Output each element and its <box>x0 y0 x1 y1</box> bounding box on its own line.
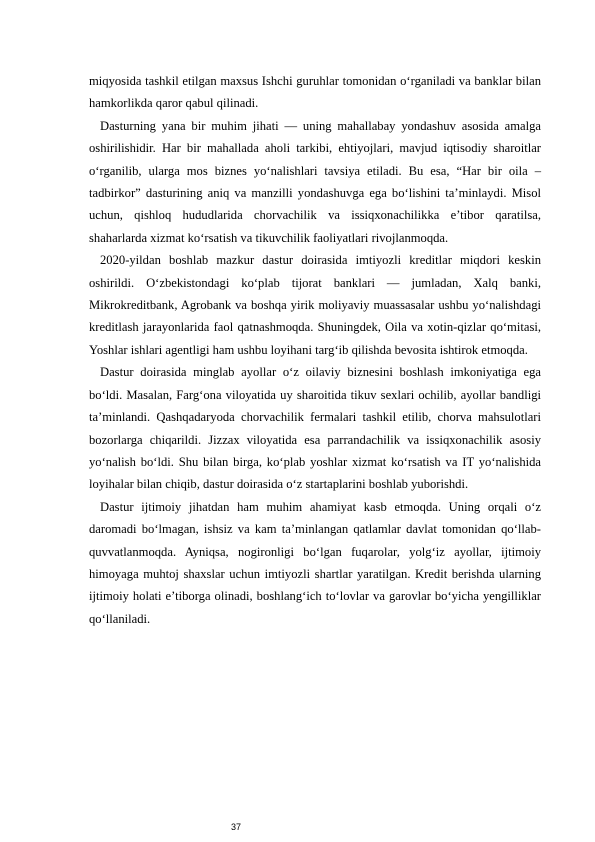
paragraph-credits-2020: 2020-yildan boshlab mazkur dastur doirasida imtiyozli kreditlar miqdori keskin oshirildi. O‘zbekistondagi ko‘plab tijorat banklari — jumladan, Xalq banki, Mikrokreditbank, Agrobank va boshqa yirik moliyaviy muassasalar ushbu yo‘nalishdagi kreditlash jarayonlarida faol qatnashmoqda. Shuningdek, Oila va xotin-qizlar qo‘mitasi, Yoshlar ishlari agentligi ham ushbu loyihani targ‘ib qilishda bevosita ishtirok etmoqda. <box>89 253 541 357</box>
paragraph-mahalla-approach: Dasturning yana bir muhim jihati — uning mahallabay yondashuv asosida amalga oshirilishidir. Har bir mahallada aholi tarkibi, ehtiyojlari, mavjud iqtisodiy sharoitlar o‘rganilib, ularga mos biznes yo‘nalishlari tavsiya etiladi. Bu esa, “Har bir oila – tadbirkor” dasturining aniq va manzilli yondashuvga ega bo‘lishini ta’minlaydi. Misol uchun, qishloq hududlarida chorvachilik va issiqxonachilikka e’tibor qaratilsa, shaharlarda xizmat ko‘rsatish va tikuvchilik faoliyatlari rivojlanmoqda. <box>89 118 541 245</box>
paragraph-social-significance: Dastur ijtimoiy jihatdan ham muhim ahamiyat kasb etmoqda. Uning orqali o‘z daromadi bo‘lmagan, ishsiz va kam ta’minlangan qatlamlar davlat tomonidan qo‘llab-quvvatlanmoqda. Ayniqsa, nogironligi bo‘lgan fuqarolar, yolg‘iz ayollar, ijtimoiy himoyaga muhtoj shaxslar uchun imtiyozli shartlar yaratilgan. Kredit berishda ularning ijtimoiy holati e’tiborga olinadi, boshlang‘ich to‘lovlar va garovlar bo‘yicha yengilliklar qo‘llaniladi. <box>89 499 541 626</box>
paragraph-continuation: miqyosida tashkil etilgan maxsus Ishchi guruhlar tomonidan o‘rganiladi va banklar bilan hamkorlikda qaror qabul qilinadi. <box>89 74 541 111</box>
page-body <box>89 70 541 630</box>
paragraph-women-business: Dastur doirasida minglab ayollar o‘z oilaviy biznesini boshlash imkoniyatiga ega bo‘ldi. Masalan, Farg‘ona viloyatida uy sharoitida tikuv sexlari ochilib, ayollar bandligi ta’minlandi. Qashqadaryoda chorvachilik fermalari tashkil etilib, chorva mahsulotlari bozorlarga chiqarildi. Jizzax viloyatida esa parrandachilik va issiqxonachilik asosiy yo‘nalish bo‘ldi. Shu bilan birga, ko‘plab yoshlar xizmat ko‘rsatish va IT yo‘nalishida loyihalar bilan chiqib, dastur doirasida o‘z startaplarini boshlab yuborishdi. <box>89 365 541 492</box>
page-number: 37 <box>231 822 242 832</box>
